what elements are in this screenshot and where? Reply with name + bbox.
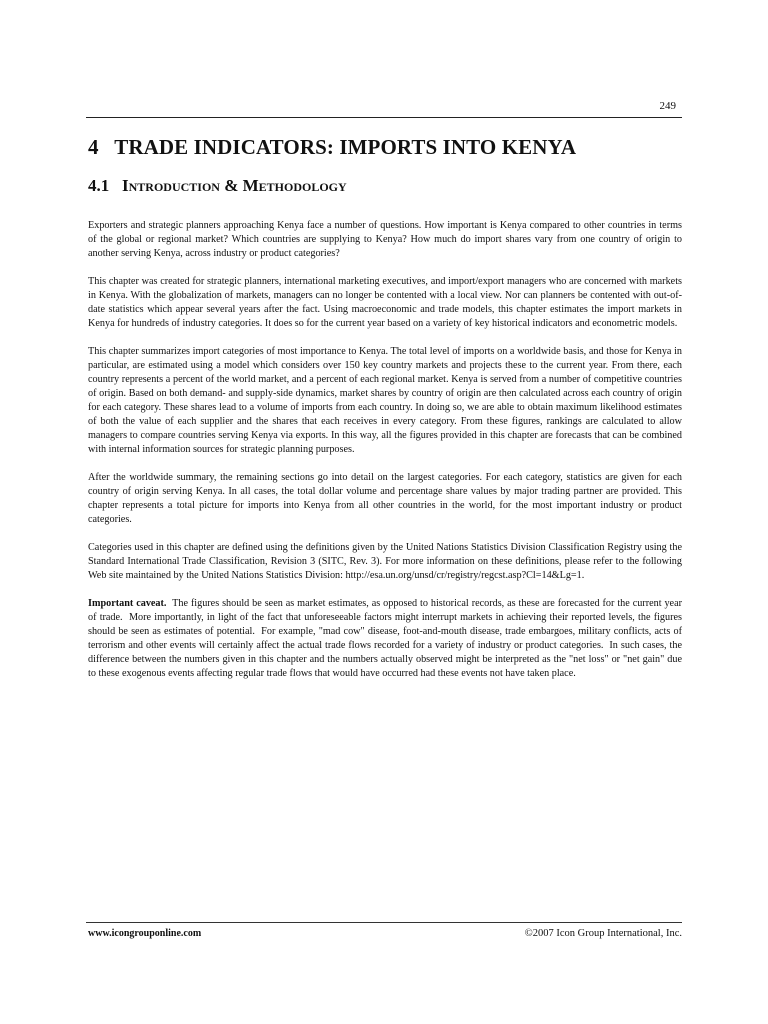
paragraph-caveat — [88, 597, 685, 681]
caveat-text: The figures should be seen as market estimates, as opposed to historical records, as these are forecasted for the current year of trade. More importantly, in light of the fact that unforeseeable factors might interrupt markets in achieving their reported levels, the figures should be seen as estimates of potential. For example, "mad cow" disease, foot-and-mouth disease, trade embargoes, military conflicts, acts of terrorism and other events will certainly affect the actual trade flows recorded for a variety of industry or product categories. In such cases, the difference between the numbers given in this chapter and the numbers actually observed might be interpreted as the "net loss" or "net gain" due to these exogenous events affecting regular trade flows that would have occurred had these events not have taken place. — [88, 598, 685, 679]
section-title: 4.1 Introduction & Methodology — [88, 176, 347, 195]
footer-url: www.icongrouponline.com — [88, 928, 202, 939]
paragraph-methodology: This chapter summarizes import categories of most importance to Kenya. The total level of imports on a worldwide basis, and those for Kenya in particular, are estimated using a model which considers over 150 key country markets and projects these to the current year. From there, each country represents a percent of the world market, and a percent of each regional market. Kenya is served from a number of competitive countries of origin. Based on both demand- and supply-side dynamics, market shares by country of origin are then calculated across each country of origin for each category. These shares lead to a volume of imports from each country. In doing so, we are able to obtain maximum likelihood estimates of both the value of each supplier and the shares that each receives in every category. From these figures, rankings are calculated to allow managers to compare countries serving Kenya via exports. In this way, all the figures provided in this chapter are forecasts that can be combined with internal information sources for strategic planning purposes. — [88, 346, 682, 455]
paragraph-audience: This chapter was created for strategic planners, international marketing executives, and import/export managers who are concerned with markets in Kenya. With the globalization of markets, managers can no longer be contented with a local view. Nor can planners be contented with out-of-date statistics which appear several years after the fact. Using macroeconomic and trade models, this chapter estimates the import markets in Kenya for hundreds of industry categories. It does so for the current year based on a variety of key historical indicators and econometric models. — [88, 276, 682, 329]
caveat-label: Important caveat. — [88, 598, 167, 609]
paragraph-intro: Exporters and strategic planners approaching Kenya face a number of questions. How important is Kenya compared to other countries in terms of the global or regional market? Which countries are supplying to Kenya? How much do import shares vary from one country of origin to another serving Kenya, across industry or product categories? — [88, 220, 682, 259]
chapter-title: 4 TRADE INDICATORS: IMPORTS INTO KENYA — [88, 135, 577, 159]
paragraph-sections: After the worldwide summary, the remaining sections go into detail on the largest categories. For each category, statistics are given for each country of origin serving Kenya. In all cases, the total dollar volume and percentage share values by major trading partner are provided. This chapter represents a total picture for imports into Kenya from all other countries in the world, for the most important industry or product categories. — [88, 472, 682, 525]
header-rule — [86, 117, 682, 118]
footer-rule — [86, 922, 682, 923]
body-text — [88, 219, 685, 695]
footer-copyright: ©2007 Icon Group International, Inc. — [524, 928, 682, 939]
paragraph-categories: Categories used in this chapter are defined using the definitions given by the United Nations Statistics Division Classification Registry using the Standard International Trade Classification, Revision 3 (SITC, Rev. 3). For more information on these definitions, please refer to the following Web site maintained by the United Nations Statistics Division: http://esa.un.org/unsd/cr/registry/regcst.asp?Cl=14&Lg=1. — [88, 542, 682, 581]
page-number: 249 — [659, 100, 676, 112]
